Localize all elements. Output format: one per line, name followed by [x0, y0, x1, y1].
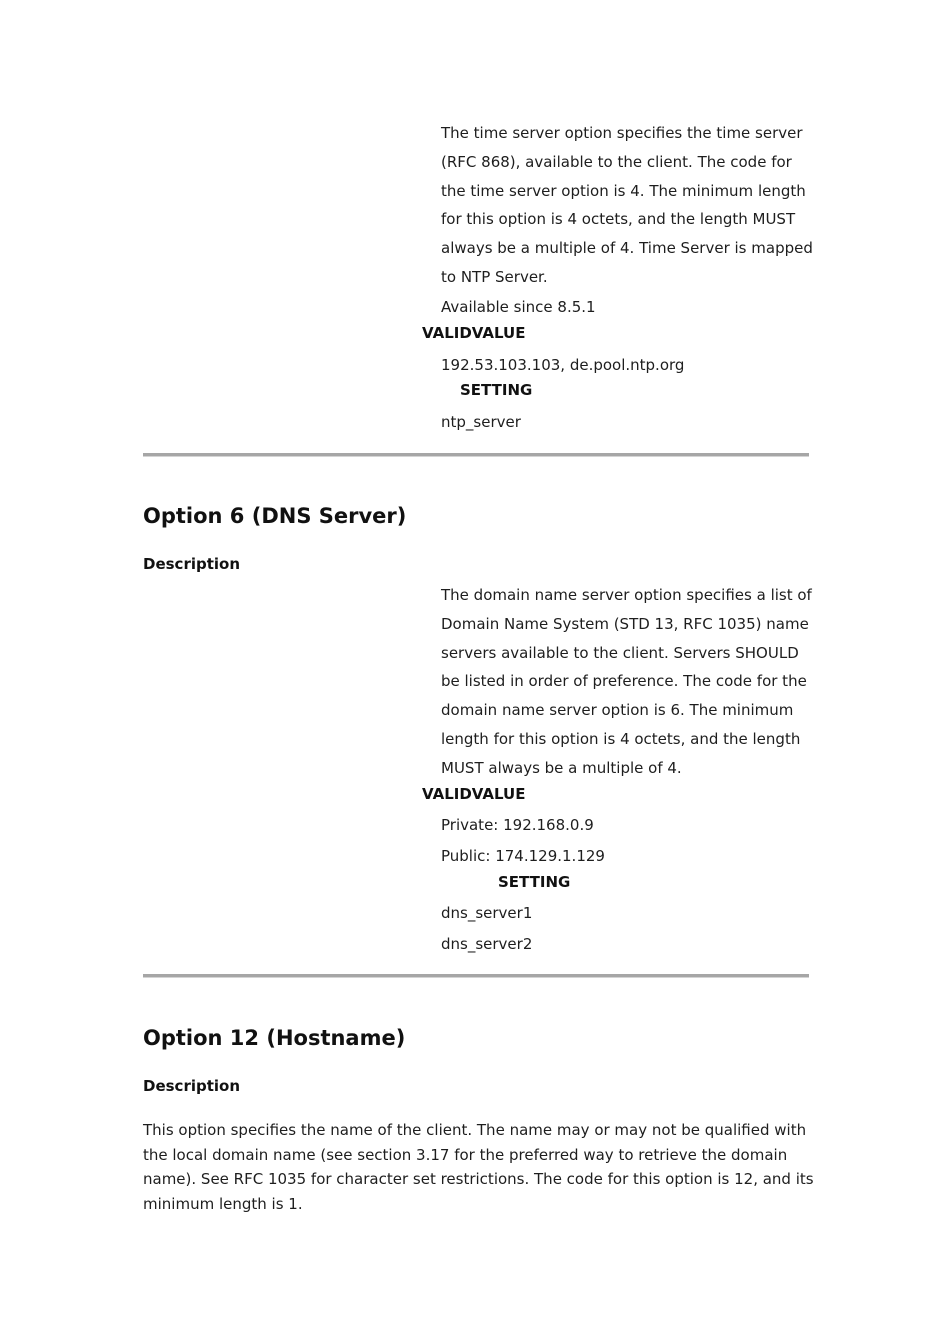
option12-description-label: Description: [143, 1077, 241, 1095]
option6-validvalue-label: VALIDVALUE: [422, 785, 526, 803]
option4-available-since: Available since 8.5.1: [441, 298, 596, 316]
section-divider: [143, 974, 809, 978]
option4-validvalue-label: VALIDVALUE: [422, 324, 526, 342]
option12-description: This option specifies the name of the client. The name may or may not be qualified with the local domain name (see section 3.17 for the preferred way to retrieve the domain name). See RFC 1035 for character set restrictions. The code for this option is 12, and its minimum length is 1.: [143, 1121, 814, 1213]
section-divider: [143, 453, 809, 457]
option4-description: The time server option specifies the time server (RFC 868), available to the client. The code for the time server option is 4. The minimum length for this option is 4 octets, and the length MUST always be a multiple of 4. Time Server is mapped to NTP Server.: [441, 124, 813, 286]
option6-validvalue: Private: 192.168.0.9: [441, 816, 594, 834]
option6-setting: dns_server2: [441, 935, 533, 953]
option6-description: The domain name server option specifies a list of Domain Name System (STD 13, RFC 1035) name servers available to the client. Servers SHOULD be listed in order of preference. The code for the domain name server option is 6. The minimum length for this option is 4 octets, and the length MUST always be a multiple of 4.: [441, 586, 812, 777]
option12-title: Option 12 (Hostname): [143, 1026, 406, 1050]
option6-setting: dns_server1: [441, 904, 533, 922]
option4-setting-label: SETTING: [460, 381, 533, 399]
option6-validvalue: Public: 174.129.1.129: [441, 847, 605, 865]
option4-setting: ntp_server: [441, 413, 521, 431]
option6-setting-label: SETTING: [498, 873, 571, 891]
option6-description-label: Description: [143, 555, 241, 573]
option6-title: Option 6 (DNS Server): [143, 504, 407, 528]
option4-validvalue: 192.53.103.103, de.pool.ntp.org: [441, 356, 685, 374]
